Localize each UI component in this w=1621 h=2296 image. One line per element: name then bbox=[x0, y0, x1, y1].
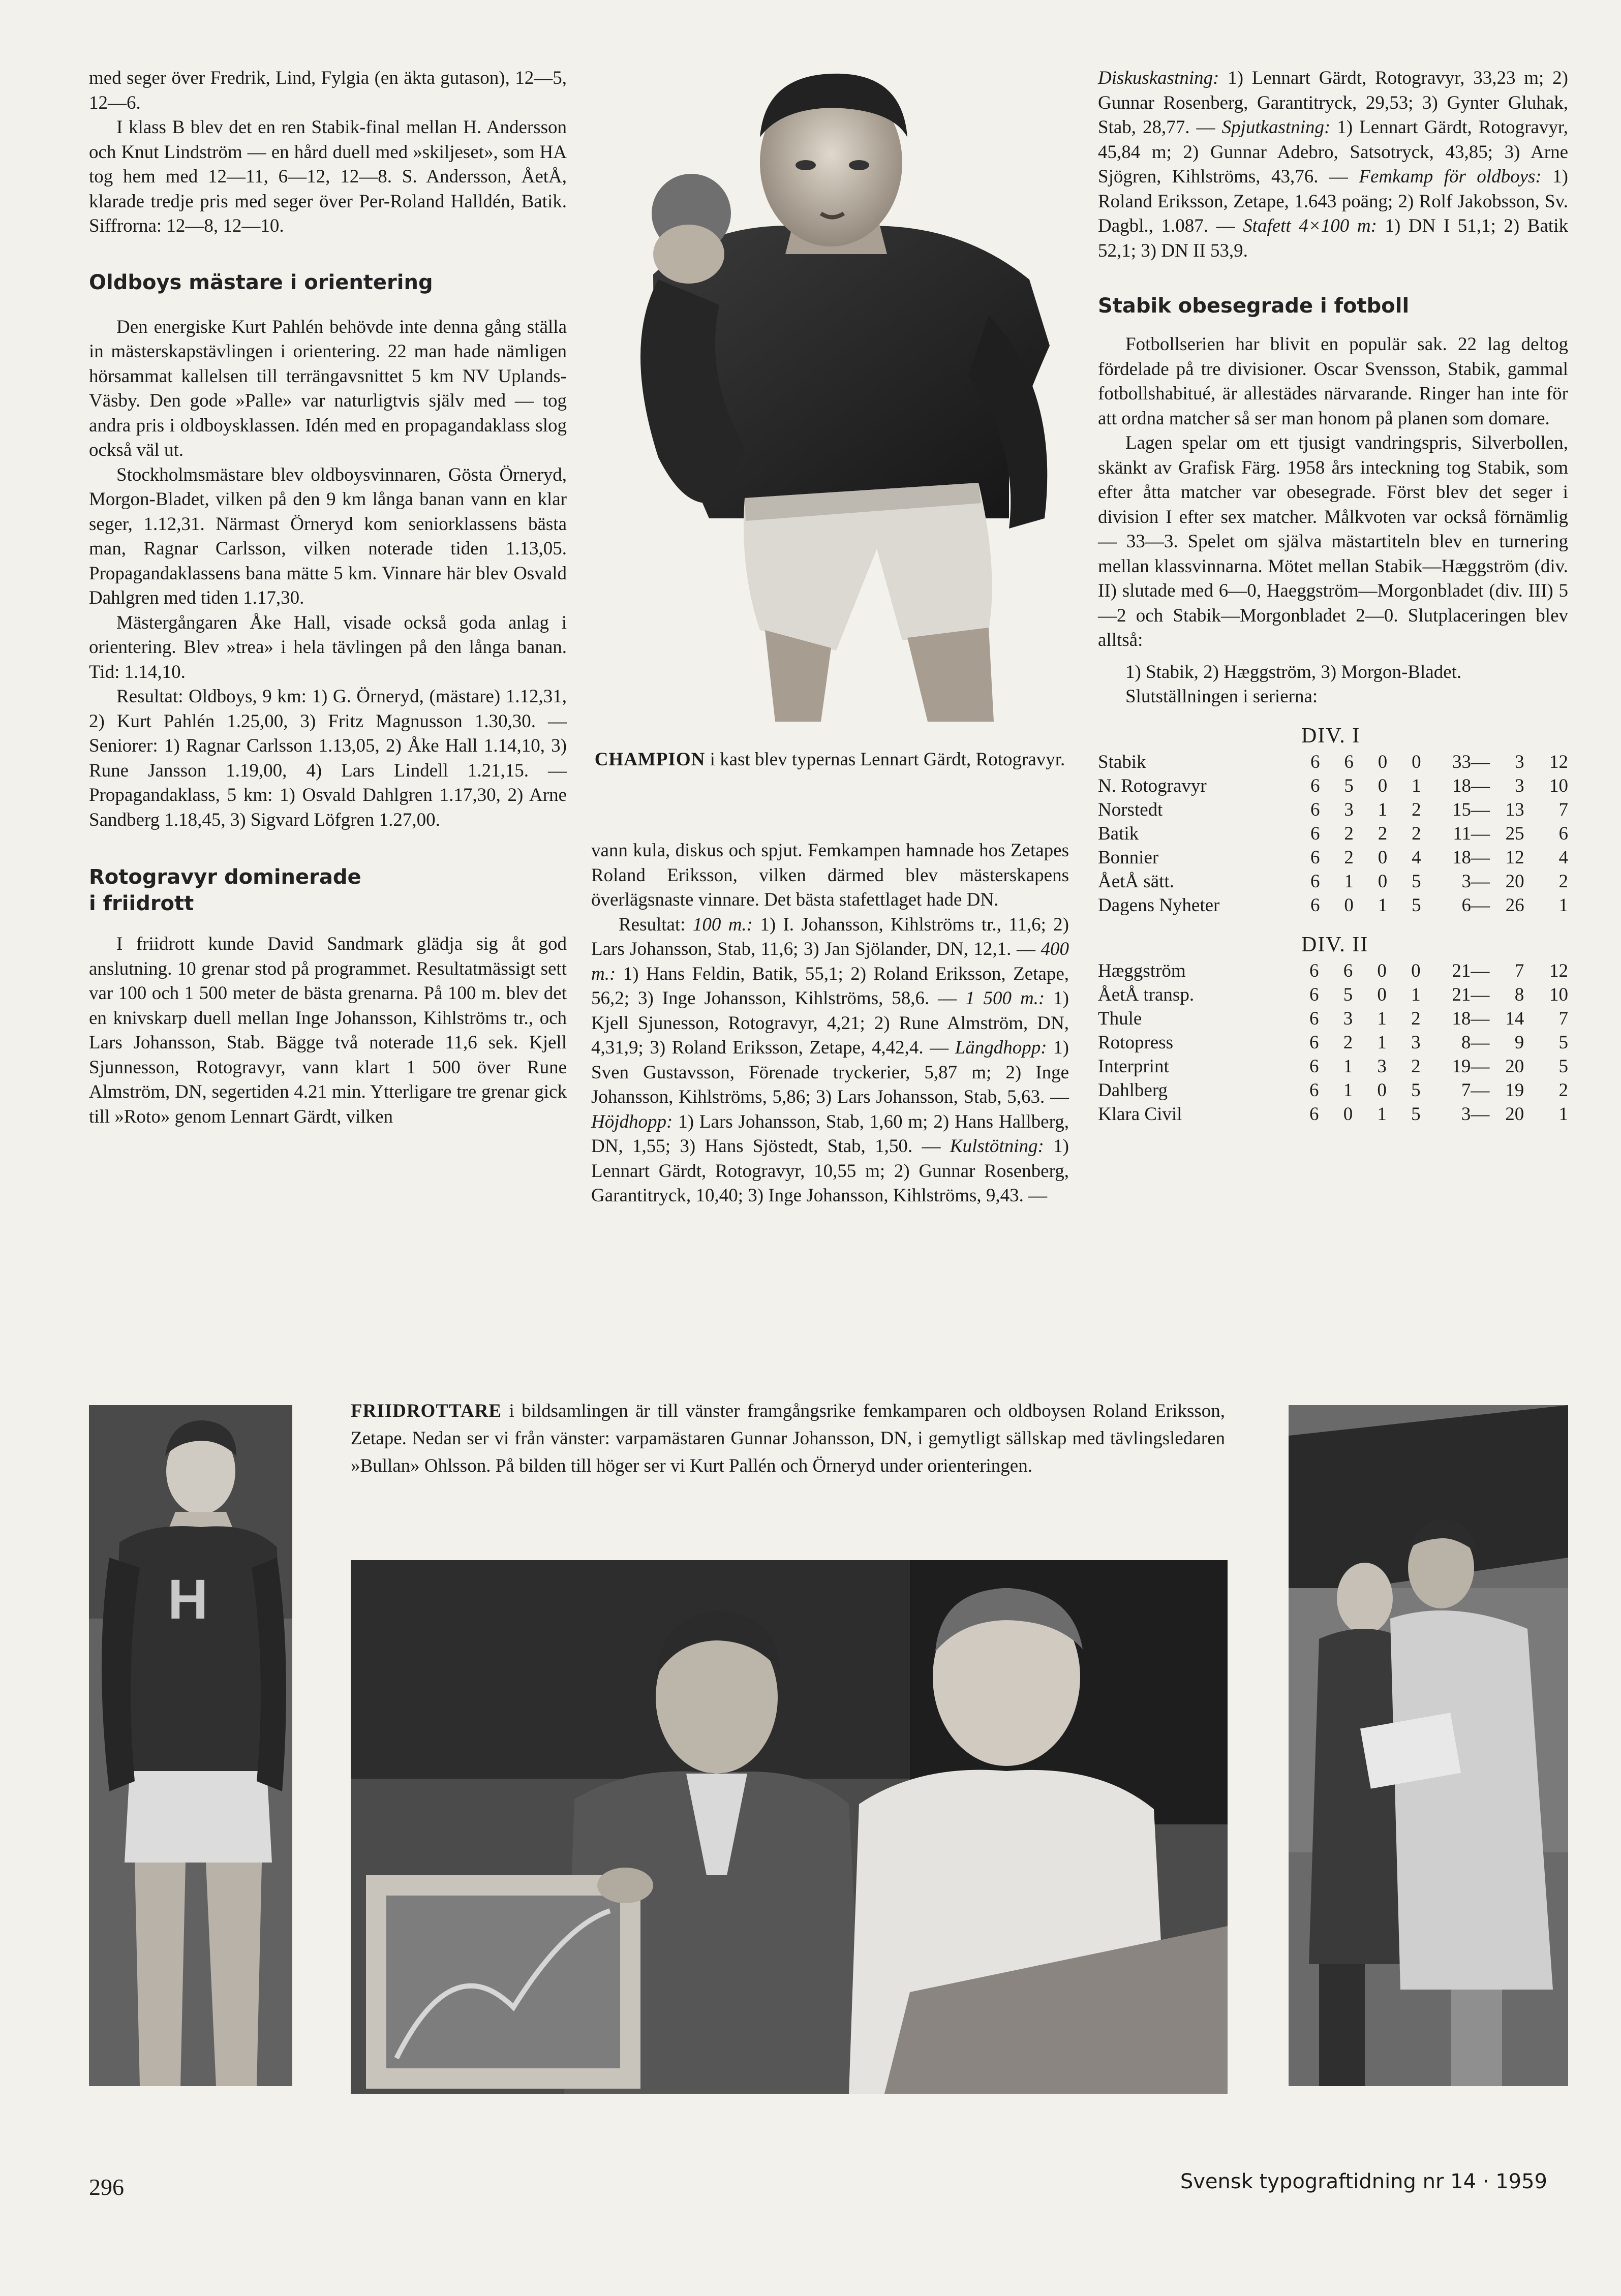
orientation-results: Resultat: Oldboys, 9 km: 1) G. Örneryd, (mästare) 1.12,31, 2) Kurt Pahlén 1.25,00, 3) Fritz Magnusson 1.30,30. — Seniorer: 1) Ragnar Carlsson 1.13,05, 2) Åke Hall 1.14,10, 3) Rune Jansson 1.19,00, 4) Lars Lindell 1.21,15. — Propagandaklass, 5 km: 1) Osvald Dahlgren 1.17,30, 2) Arne Sandberg 1.18,45, 3) Sigvard Löfgren 1.27,00. bbox=[89, 686, 567, 830]
standings-cell: 1 bbox=[1558, 1103, 1568, 1125]
event-long-jump: Längdhopp: bbox=[955, 1037, 1054, 1058]
standings-cell: 13 bbox=[1505, 799, 1524, 820]
standings-cell: 0 bbox=[1412, 751, 1421, 772]
standings-cell: 8— bbox=[1461, 1032, 1490, 1053]
column-right bbox=[1098, 66, 1568, 1126]
standings-cell: 18— bbox=[1452, 1008, 1490, 1029]
standings-cell: 5 bbox=[1412, 871, 1421, 892]
team-name: Klara Civil bbox=[1098, 1103, 1182, 1125]
standings-cell: 5 bbox=[1411, 1103, 1421, 1125]
athletics-heading bbox=[89, 864, 567, 917]
standings-cell: 3 bbox=[1377, 1056, 1387, 1077]
orientation-heading: Oldboys mästare i orientering bbox=[89, 270, 433, 294]
event-400m: 400 m.: bbox=[591, 939, 1069, 984]
football-paragraph-2: Lagen spelar om ett tjusigt vandringspris, Silverbollen, skänkt av Grafisk Färg. 1958 års inteckning tog Stabik, som efter åtta matcher var obesegrade. Först blev det seger i division I efter sex matcher. Målkvoten var också förnämlig — 33—3. Spelet om själva mästartiteln blev en turnering mellan klassvinnarna. Mötet mellan Stabik—Hæggström (div. II) slutade med 6—0, Haeggström—Morgonbladet (div. III) 5—2 och Stabik—Morgonbladet 2—0. Slutplaceringen blev alltså: bbox=[1098, 432, 1568, 650]
standings-cell: 12 bbox=[1505, 847, 1524, 868]
standings-cell: 0 bbox=[1377, 960, 1387, 981]
standings-cell: 26 bbox=[1505, 894, 1524, 916]
results-long-jump: 1) Sven Gustavsson, Förenade tryckerier, 5,87 m; 2) Inge Johansson, Kihlströms, 5,86; 3) Lars Johansson, Stab, 5,63. — bbox=[591, 1037, 1069, 1107]
results-relay: 1) DN I 51,1; 2) Batik 52,1; 3) DN II 53,9. bbox=[1098, 215, 1568, 261]
results-1500m: 1) Kjell Sjunesson, Rotogravyr, 4,21; 2) Rune Almström, DN, 4,31,9; 3) Roland Eriksson, Zetape, 4,42,4. — bbox=[591, 988, 1069, 1058]
orientation-illustration bbox=[1289, 1405, 1568, 2086]
event-discus: Diskuskastning: bbox=[1098, 68, 1228, 88]
standings-cell: 6 bbox=[1310, 775, 1320, 796]
standings-cell: 1 bbox=[1377, 1008, 1387, 1029]
standings-cell: 3— bbox=[1461, 1103, 1490, 1125]
champion-caption bbox=[590, 747, 1070, 772]
athletics-results bbox=[591, 913, 1069, 1208]
standings-cell: 6 bbox=[1309, 984, 1319, 1005]
standings-row bbox=[1098, 983, 1568, 1007]
standings-cell: 2 bbox=[1411, 1008, 1421, 1029]
standings-cell: 0 bbox=[1378, 751, 1388, 772]
standings-cell: 6 bbox=[1309, 1103, 1319, 1125]
standings-row bbox=[1098, 798, 1568, 822]
standings-cell: 0 bbox=[1343, 1103, 1353, 1125]
standings-cell: 12 bbox=[1549, 751, 1568, 772]
standings-cell: 1 bbox=[1412, 775, 1421, 796]
standings-cell: 6 bbox=[1309, 1032, 1319, 1053]
standings-cell: 2 bbox=[1344, 847, 1354, 868]
standings-cell: 3 bbox=[1411, 1032, 1421, 1053]
standings-cell: 5 bbox=[1411, 1079, 1421, 1101]
standings-cell: 6 bbox=[1310, 751, 1320, 772]
results-label: Resultat: bbox=[619, 914, 693, 935]
standings-cell: 6 bbox=[1310, 894, 1320, 916]
standings-row bbox=[1098, 1102, 1568, 1126]
two-men-illustration bbox=[351, 1560, 1228, 2094]
standings-cell: 0 bbox=[1344, 894, 1354, 916]
standings-row bbox=[1098, 822, 1568, 846]
orientation-paragraph-3: Mästergångaren Åke Hall, visade också goda anlag i orientering. Blev »trea» i hela tävlingen på den långa banan. Tid: 1.14,10. bbox=[89, 612, 567, 682]
team-name: ÅetÅ transp. bbox=[1098, 984, 1195, 1005]
standings-cell: 6 bbox=[1310, 823, 1320, 844]
standings-cell: 4 bbox=[1412, 847, 1421, 868]
team-name: N. Rotogravyr bbox=[1098, 775, 1207, 796]
standings-cell: 7— bbox=[1461, 1079, 1490, 1101]
standings-row bbox=[1098, 1007, 1568, 1031]
standings-cell: 0 bbox=[1378, 847, 1388, 868]
standings-cell: 6 bbox=[1310, 847, 1320, 868]
standings-cell: 11— bbox=[1453, 823, 1490, 844]
team-name: Interprint bbox=[1098, 1056, 1169, 1077]
standings-row bbox=[1098, 846, 1568, 870]
page-number: 296 bbox=[89, 2174, 124, 2200]
runner-illustration bbox=[89, 1405, 292, 2086]
standings-cell: 21— bbox=[1452, 960, 1490, 981]
standings-cell: 6 bbox=[1343, 960, 1353, 981]
standings-cell: 2 bbox=[1344, 823, 1354, 844]
standings-cell: 8 bbox=[1514, 984, 1524, 1005]
standings-cell: 5 bbox=[1412, 894, 1421, 916]
team-name: Dagens Nyheter bbox=[1098, 894, 1220, 916]
standings-cell: 18— bbox=[1452, 775, 1490, 796]
standings-cell: 6 bbox=[1309, 1008, 1319, 1029]
athletics-heading-line-2: i friidrott bbox=[89, 892, 194, 915]
standings-cell: 0 bbox=[1377, 1079, 1387, 1101]
athletics-paragraph: I friidrott kunde David Sandmark glädja sig åt god anslutning. 10 grenar stod på programmet. Resultatmässigt sett var 100 och 1 500 meter de bästa grenarna. På 100 m. blev det en knivskarp duell mellan Inge Johansson, Kihlströms tr., och Lars Johansson, Stab. Bägge två noterade 11,6 sek. Kjell Sjunnesson, Rotogravyr, vann klart 1 500 över Rune Almström, DN, segertiden 4.21 min. Ytterligare tre grenar gick till »Roto» genom Lennart Gärdt, vilken bbox=[89, 934, 567, 1127]
team-name: ÅetÅ sätt. bbox=[1098, 871, 1175, 892]
team-name: Rotopress bbox=[1098, 1032, 1173, 1053]
standings-cell: 33— bbox=[1452, 751, 1490, 772]
football-paragraph-1: Fotbollserien har blivit en populär sak. 22 lag deltog fördelade på tre divisioner. Oscar Svensson, Stabik, gammal fotbollshabitué, är allestädes närvarande. Ringer han inte för att ordna matcher så ser man honom på planen som domare. bbox=[1098, 334, 1568, 429]
standings-cell: 20 bbox=[1505, 871, 1524, 892]
standings-cell: 19 bbox=[1505, 1079, 1524, 1101]
div1-table bbox=[1098, 750, 1568, 917]
results-javelin: 1) Lennart Gärdt, Rotogravyr, 45,84 m; 2) Gunnar Adebro, Satsotryck, 43,85; 3) Arne Sjögren, Kihlströms, 43,76. — bbox=[1098, 117, 1569, 187]
standings-cell: 6 bbox=[1309, 1079, 1319, 1101]
standings-cell: 0 bbox=[1378, 871, 1388, 892]
standings-row bbox=[1098, 870, 1568, 893]
standings-cell: 10 bbox=[1549, 775, 1568, 796]
champion-photo bbox=[592, 61, 1067, 722]
standings-row bbox=[1098, 959, 1568, 983]
standings-cell: 20 bbox=[1505, 1103, 1524, 1125]
standings-cell: 3 bbox=[1515, 775, 1524, 796]
standings-cell: 0 bbox=[1411, 960, 1421, 981]
svg-text:H: H bbox=[168, 1568, 208, 1631]
standings-cell: 14 bbox=[1505, 1008, 1524, 1029]
column-middle bbox=[591, 839, 1069, 1208]
standings-cell: 15— bbox=[1452, 799, 1490, 820]
standings-cell: 3 bbox=[1515, 751, 1524, 772]
team-name: Dahlberg bbox=[1098, 1079, 1168, 1101]
standings-cell: 6 bbox=[1344, 751, 1354, 772]
results-shot-put: 1) Lennart Gärdt, Rotogravyr, 10,55 m; 2) Gunnar Rosenberg, Garantitryck, 10,40; 3) Inge Johansson, Kihlströms, 9,43. — bbox=[591, 1136, 1069, 1206]
champion-illustration bbox=[592, 61, 1067, 722]
standings-cell: 6 bbox=[1309, 1056, 1319, 1077]
results-pentathlon: 1) Roland Eriksson, Zetape, 1.643 poäng; 2) Rolf Jakobsson, Sv. Dagbl., 1.087. — bbox=[1098, 166, 1568, 236]
standings-row bbox=[1098, 893, 1568, 917]
standings-cell: 19— bbox=[1452, 1056, 1490, 1077]
standings-cell: 4 bbox=[1558, 847, 1568, 868]
standings-cell: 1 bbox=[1378, 894, 1388, 916]
standings-cell: 2 bbox=[1343, 1032, 1353, 1053]
center-photo bbox=[351, 1560, 1228, 2094]
standings-cell: 9 bbox=[1514, 1032, 1524, 1053]
athletics-continuation: vann kula, diskus och spjut. Femkampen hamnade hos Zetapes Roland Eriksson, vilken därmed blev mästerskapens överlägsnaste vinnare. Det bästa stafettlaget hade DN. bbox=[591, 840, 1069, 910]
team-name: Bonnier bbox=[1098, 847, 1159, 868]
bottom-caption-text: i bildsamlingen är till vänster framgångsrike femkamparen och oldboysen Roland Eriksson, Zetape. Nedan ser vi från vänster: varpamästaren Gunnar Johansson, DN, i gemytligt sällskap med tävlingsledaren »Bullan» Ohlsson. På bilden till höger ser vi Kurt Pallén och Örneryd under orienteringen. bbox=[351, 1401, 1225, 1476]
event-relay: Stafett 4×100 m: bbox=[1243, 215, 1385, 236]
runner-photo bbox=[89, 1405, 292, 2086]
champion-caption-lead: CHAMPION bbox=[594, 749, 706, 770]
standings-cell: 3— bbox=[1461, 871, 1490, 892]
standings-cell: 0 bbox=[1378, 775, 1388, 796]
standings-cell: 7 bbox=[1514, 960, 1524, 981]
standings-cell: 1 bbox=[1558, 894, 1568, 916]
standings-cell: 2 bbox=[1412, 823, 1421, 844]
standings-cell: 2 bbox=[1558, 871, 1568, 892]
standings-cell: 2 bbox=[1412, 799, 1421, 820]
bottom-caption-lead: FRIIDROTTARE bbox=[351, 1401, 502, 1421]
standings-cell: 1 bbox=[1377, 1103, 1387, 1125]
standings-row bbox=[1098, 750, 1568, 774]
standings-cell: 21— bbox=[1452, 984, 1490, 1005]
standings-cell: 5 bbox=[1344, 775, 1354, 796]
standings-cell: 5 bbox=[1343, 984, 1353, 1005]
standings-cell: 5 bbox=[1558, 1032, 1568, 1053]
standings-intro: Slutställningen i serierna: bbox=[1125, 686, 1318, 707]
standings-cell: 2 bbox=[1558, 1079, 1568, 1101]
orientation-paragraph-2: Stockholmsmästare blev oldboysvinnaren, Gösta Örneryd, Morgon-Bladet, vilken på den 9 km långa banan vann en klar seger, 1.12,31. Närmast Örneryd kom seniorklassens bästa man, Ragnar Carlsson, vilken noterade tiden 1.13,05. Propagandaklassens bana mätte 5 km. Vinnare här blev Osvald Dahlgren med tiden 1.17,30. bbox=[89, 464, 567, 608]
orientation-photo bbox=[1289, 1405, 1568, 2086]
standings-cell: 7 bbox=[1558, 1008, 1568, 1029]
results-400m: 1) Hans Feldin, Batik, 55,1; 2) Roland Eriksson, Zetape, 56,2; 3) Inge Johansson, Kihlströms, 58,6. — bbox=[591, 963, 1069, 1009]
orientation-paragraph-1: Den energiske Kurt Pahlén behövde inte denna gång ställa in mästerskapstävlingen i orientering. 22 man hade nämligen hörsammat kallelsen till terrängavsnittet 5 km NV Uplands-Väsby. Den gode »Palle» var naturligtvis själv med — tog andra pris i oldboysklassen. Idén med en propagandaklass slog också väl ut. bbox=[89, 316, 567, 460]
results-100m: 1) I. Johansson, Kihlströms tr., 11,6; 2) Lars Johansson, Stab, 11,6; 3) Jan Sjölander, DN, 12,1. — bbox=[591, 914, 1069, 959]
standings-cell: 2 bbox=[1411, 1056, 1421, 1077]
standings-cell: 18— bbox=[1452, 847, 1490, 868]
standings-cell: 6 bbox=[1558, 823, 1568, 844]
standings-cell: 1 bbox=[1344, 871, 1354, 892]
team-name: Stabik bbox=[1098, 751, 1146, 772]
standings-cell: 6 bbox=[1309, 960, 1319, 981]
team-name: Hæggström bbox=[1098, 960, 1186, 981]
standings-row bbox=[1098, 1078, 1568, 1102]
football-heading: Stabik obesegrade i fotboll bbox=[1098, 294, 1410, 318]
event-shot-put: Kulstötning: bbox=[950, 1136, 1054, 1157]
standings-cell: 3 bbox=[1343, 1008, 1353, 1029]
standings-cell: 20 bbox=[1505, 1056, 1524, 1077]
standings-cell: 2 bbox=[1378, 823, 1388, 844]
div1-title: DIV. I bbox=[1301, 724, 1361, 748]
event-100m: 100 m.: bbox=[692, 914, 760, 935]
standings-row bbox=[1098, 774, 1568, 798]
column-left bbox=[89, 66, 567, 1129]
standings-cell: 1 bbox=[1378, 799, 1388, 820]
standings-cell: 1 bbox=[1377, 1032, 1387, 1053]
standings-cell: 0 bbox=[1377, 984, 1387, 1005]
results-high-jump: 1) Lars Johansson, Stab, 1,60 m; 2) Hans Hallberg, DN, 1,55; 3) Hans Sjöstedt, Stab, 1,50. — bbox=[591, 1111, 1069, 1157]
standings-cell: 1 bbox=[1411, 984, 1421, 1005]
standings-cell: 6 bbox=[1310, 799, 1320, 820]
standings-cell: 12 bbox=[1549, 960, 1568, 981]
standings-row bbox=[1098, 1031, 1568, 1054]
results-discus: 1) Lennart Gärdt, Rotogravyr, 33,23 m; 2) Gunnar Rosenberg, Garantitryck, 29,53; 3) Gynter Gluhak, Stab, 28,77. — bbox=[1098, 68, 1568, 138]
event-1500m: 1 500 m.: bbox=[965, 988, 1054, 1009]
div2-table bbox=[1098, 959, 1568, 1126]
standings-row bbox=[1098, 1054, 1568, 1078]
standings-cell: 1 bbox=[1343, 1079, 1353, 1101]
standings-cell: 5 bbox=[1558, 1056, 1568, 1077]
tennis-result-text: med seger över Fredrik, Lind, Fylgia (en äkta gutason), 12—5, 12—6. bbox=[89, 68, 567, 113]
team-name: Thule bbox=[1098, 1008, 1142, 1029]
team-name: Batik bbox=[1098, 823, 1139, 844]
standings-cell: 1 bbox=[1343, 1056, 1353, 1077]
standings-cell: 10 bbox=[1549, 984, 1568, 1005]
athletics-heading-line-1: Rotogravyr dominerade bbox=[89, 865, 361, 889]
standings-cell: 25 bbox=[1505, 823, 1524, 844]
final-placing: 1) Stabik, 2) Hæggström, 3) Morgon-Bladet. bbox=[1125, 661, 1462, 682]
event-high-jump: Höjdhopp: bbox=[591, 1111, 679, 1132]
standings-cell: 6 bbox=[1310, 871, 1320, 892]
bottom-caption bbox=[351, 1398, 1225, 1480]
throwing-results bbox=[1098, 66, 1568, 263]
standings-cell: 3 bbox=[1344, 799, 1354, 820]
team-name: Norstedt bbox=[1098, 799, 1163, 820]
event-javelin: Spjutkastning: bbox=[1221, 117, 1337, 138]
tennis-class-b-text: I klass B blev det en ren Stabik-final mellan H. Andersson och Knut Lindström — en hård duell med »skiljeset», som HA tog hem med 12—11, 6—12, 12—8. S. Andersson, ÅetÅ, klarade tredje pris med seger över Per-Roland Halldén, Batik. Siffrorna: 12—8, 12—10. bbox=[89, 117, 567, 236]
event-pentathlon: Femkamp för oldboys: bbox=[1359, 166, 1553, 187]
div2-title: DIV. II bbox=[1301, 933, 1369, 956]
magazine-footer: Svensk typograftidning nr 14 · 1959 bbox=[1180, 2170, 1547, 2193]
standings-cell: 7 bbox=[1558, 799, 1568, 820]
champion-caption-text: i kast blev typernas Lennart Gärdt, Rotogravyr. bbox=[705, 749, 1065, 770]
standings-cell: 6— bbox=[1461, 894, 1490, 916]
